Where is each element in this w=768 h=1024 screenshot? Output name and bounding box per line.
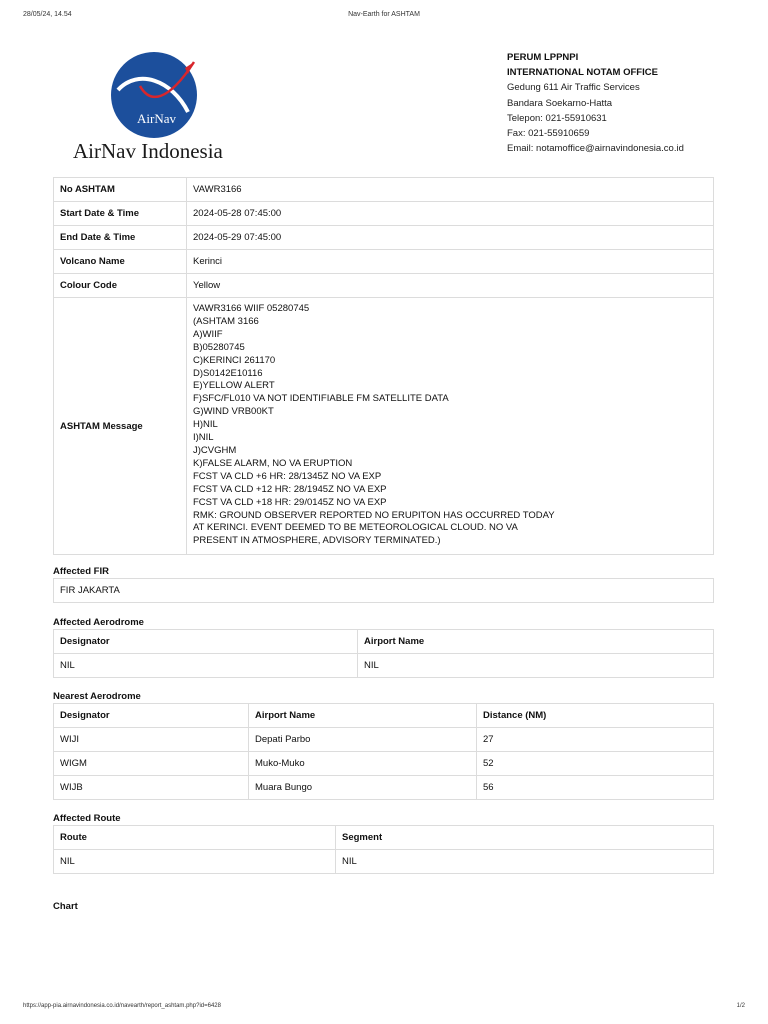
print-footer [23, 1003, 745, 1013]
affected-aerodrome-table [53, 629, 714, 678]
start-date-value: 2024-05-28 07:45:00 [187, 202, 714, 226]
table-row [54, 226, 714, 250]
org-fax: Fax: 021-55910659 [507, 128, 590, 140]
org-building: Gedung 611 Air Traffic Services [507, 82, 640, 94]
message-line: FCST VA CLD +18 HR: 29/0145Z NO VA EXP [193, 496, 387, 508]
message-line: J)CVGHM [193, 444, 237, 456]
org-contact-block [507, 50, 684, 156]
airport-name-cell: Muara Bungo [249, 776, 477, 800]
column-header-designator: Designator [54, 630, 358, 654]
org-name: PERUM LPPNPI [507, 52, 579, 63]
affected-route-title: Affected Route [53, 813, 121, 824]
ashtam-details-table [53, 177, 714, 555]
message-line: H)NIL [193, 419, 218, 431]
airport-name-cell: Muko-Muko [249, 752, 477, 776]
table-row [54, 728, 714, 752]
volcano-name-label: Volcano Name [54, 250, 187, 274]
nearest-aerodrome-table [53, 703, 714, 800]
message-line: B)05280745 [193, 341, 245, 353]
table-header-row [54, 826, 714, 850]
column-header-route: Route [54, 826, 336, 850]
distance-cell: 56 [477, 776, 714, 800]
message-line: C)KERINCI 261170 [193, 354, 276, 366]
message-line: K)FALSE ALARM, NO VA ERUPTION [193, 457, 353, 469]
table-row [54, 178, 714, 202]
logo-wordmark: AirNav Indonesia [73, 139, 223, 163]
print-title: Nav-Earth for ASHTAM [348, 11, 420, 18]
airport-name-cell: Depati Parbo [249, 728, 477, 752]
print-url: https://app-pia.airnavindonesia.co.id/navearth/report_ashtam.php?id=6428 [23, 1003, 221, 1009]
designator-cell: WIJB [54, 776, 249, 800]
route-cell: NIL [54, 850, 336, 874]
message-line: VAWR3166 WIIF 05280745 [193, 303, 310, 314]
ashtam-message-value [187, 298, 714, 555]
table-row [54, 776, 714, 800]
affected-fir-value: FIR JAKARTA [54, 579, 714, 603]
table-row [54, 250, 714, 274]
nearest-aerodrome-title: Nearest Aerodrome [53, 691, 141, 702]
colour-code-label: Colour Code [54, 274, 187, 298]
airnav-emblem-icon [110, 50, 202, 138]
affected-fir-table [53, 578, 714, 603]
distance-cell: 27 [477, 728, 714, 752]
table-row [54, 274, 714, 298]
emblem-text: AirNav [137, 111, 176, 126]
distance-cell: 52 [477, 752, 714, 776]
message-line: A)WIIF [193, 328, 223, 340]
designator-cell: WIJI [54, 728, 249, 752]
message-line: FCST VA CLD +6 HR: 28/1345Z NO VA EXP [193, 470, 382, 482]
no-ashtam-label: No ASHTAM [54, 178, 187, 202]
colour-code-value: Yellow [187, 274, 714, 298]
column-header-designator: Designator [54, 704, 249, 728]
message-line: (ASHTAM 3166 [193, 315, 259, 327]
message-line: PRESENT IN ATMOSPHERE, ADVISORY TERMINATED.) [193, 535, 441, 547]
message-line: FCST VA CLD +12 HR: 28/1945Z NO VA EXP [193, 483, 387, 495]
org-location: Bandara Soekarno-Hatta [507, 97, 613, 109]
message-line: E)YELLOW ALERT [193, 380, 275, 392]
org-office: INTERNATIONAL NOTAM OFFICE [507, 67, 658, 79]
affected-aerodrome-title: Affected Aerodrome [53, 617, 144, 628]
message-line: I)NIL [193, 432, 214, 444]
message-line: AT KERINCI. EVENT DEEMED TO BE METEOROLOGICAL CLOUD. NO VA [193, 522, 518, 534]
column-header-segment: Segment [336, 826, 714, 850]
chart-title: Chart [53, 901, 78, 912]
table-row [54, 202, 714, 226]
table-header-row [54, 630, 714, 654]
column-header-airport-name: Airport Name [249, 704, 477, 728]
affected-route-table [53, 825, 714, 874]
affected-fir-title: Affected FIR [53, 566, 109, 577]
end-date-value: 2024-05-29 07:45:00 [187, 226, 714, 250]
ashtam-message-label: ASHTAM Message [54, 298, 187, 555]
no-ashtam-value: VAWR3166 [187, 178, 714, 202]
end-date-label: End Date & Time [54, 226, 187, 250]
message-line: G)WIND VRB00KT [193, 406, 274, 418]
org-phone: Telepon: 021-55910631 [507, 112, 607, 124]
table-row [54, 850, 714, 874]
table-row [54, 298, 714, 555]
start-date-label: Start Date & Time [54, 202, 187, 226]
print-header [23, 11, 745, 21]
airnav-logo [70, 50, 250, 162]
designator-cell: NIL [54, 654, 358, 678]
table-row [54, 654, 714, 678]
segment-cell: NIL [336, 850, 714, 874]
print-page-number: 1/2 [736, 1003, 745, 1009]
print-date: 28/05/24, 14.54 [23, 11, 72, 18]
message-line: D)S0142E10116 [193, 367, 263, 379]
table-row [54, 752, 714, 776]
table-row [54, 579, 714, 603]
message-line: RMK: GROUND OBSERVER REPORTED NO ERUPITON HAS OCCURRED TODAY [193, 509, 555, 521]
message-line: F)SFC/FL010 VA NOT IDENTIFIABLE FM SATELLITE DATA [193, 393, 449, 405]
airport-name-cell: NIL [358, 654, 714, 678]
column-header-distance: Distance (NM) [477, 704, 714, 728]
volcano-name-value: Kerinci [187, 250, 714, 274]
org-email: Email: notamoffice@airnavindonesia.co.id [507, 143, 684, 155]
designator-cell: WIGM [54, 752, 249, 776]
table-header-row [54, 704, 714, 728]
column-header-airport-name: Airport Name [358, 630, 714, 654]
